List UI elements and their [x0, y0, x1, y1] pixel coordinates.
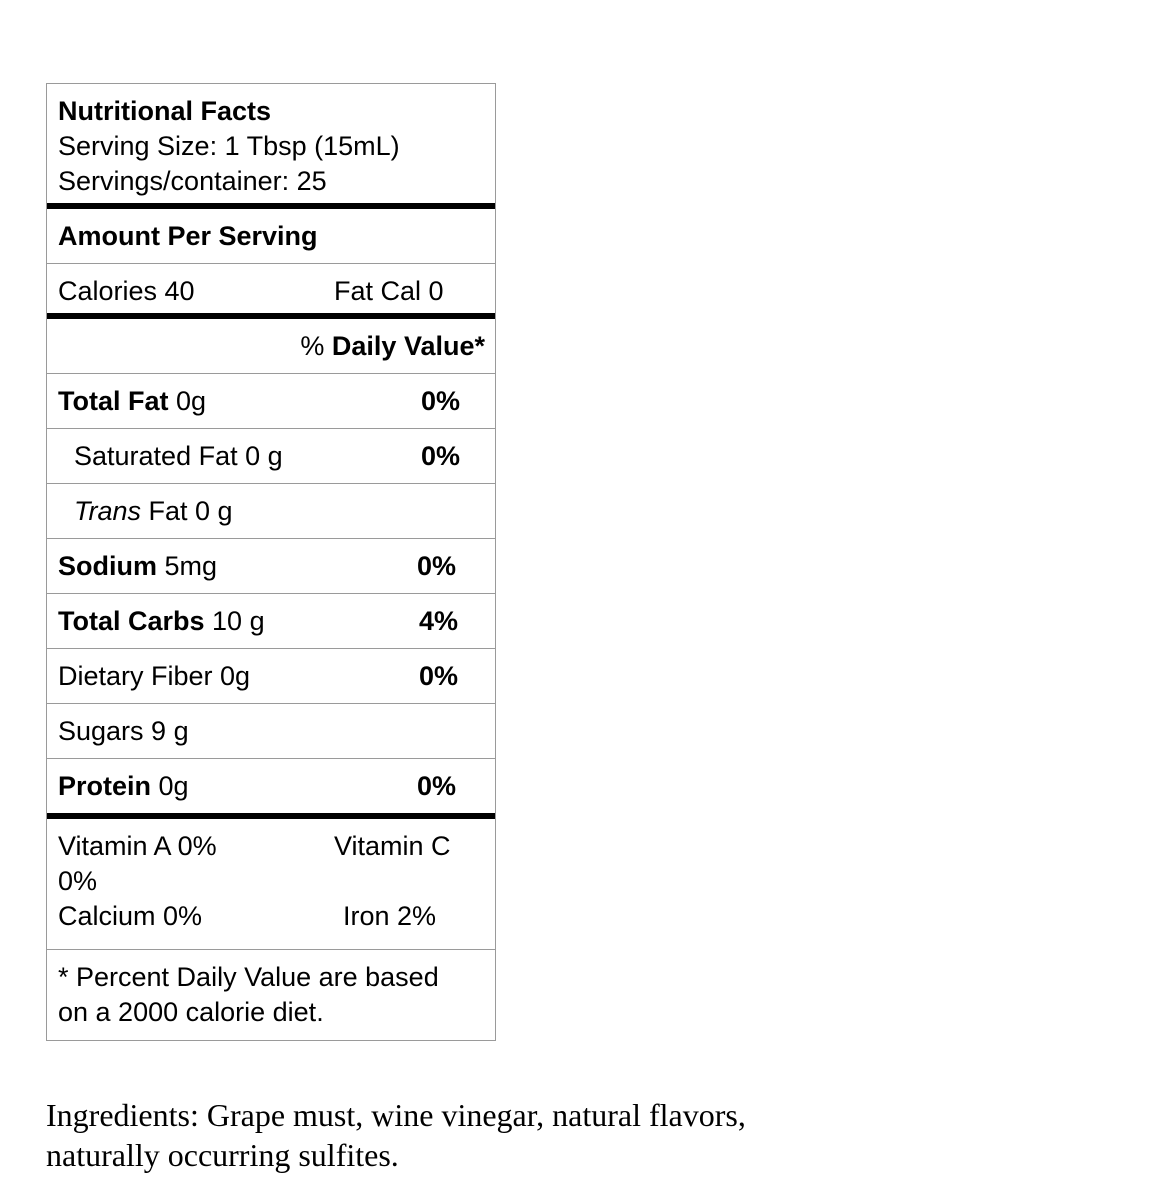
- daily-value-percent: %: [300, 331, 332, 361]
- trans-fat-label: [74, 494, 233, 529]
- dietary-fiber-label: Dietary Fiber 0g: [58, 661, 251, 691]
- label-title: Nutritional Facts: [58, 96, 272, 126]
- ingredients-line-1: Ingredients: Grape must, wine vinegar, natural flavors,: [46, 1097, 746, 1133]
- dietary-fiber-dv: 0%: [419, 661, 459, 691]
- trans-fat-rest: Fat 0 g: [141, 496, 233, 526]
- calcium: Calcium 0%: [58, 901, 203, 931]
- total-fat-name: Total Fat: [58, 386, 169, 416]
- saturated-fat-label: Saturated Fat 0 g: [74, 441, 283, 471]
- vitamin-c-value: 0%: [58, 866, 98, 896]
- footnote-line-2: on a 2000 calorie diet.: [58, 997, 324, 1027]
- footnote: [47, 950, 495, 1040]
- sodium-row: [47, 539, 495, 594]
- total-fat-row: [47, 374, 495, 429]
- protein-dv: 0%: [417, 771, 457, 801]
- protein-name: Protein: [58, 771, 152, 801]
- sugars-label: Sugars 9 g: [58, 716, 189, 746]
- vitamins-section: [47, 819, 495, 950]
- calories: Calories 40: [58, 276, 195, 306]
- total-carbs-row: [47, 594, 495, 649]
- protein-amount: 0g: [151, 771, 189, 801]
- total-carbs-label: [58, 604, 265, 639]
- label-header: [47, 84, 495, 209]
- ingredients-line-2: naturally occurring sulfites.: [46, 1137, 399, 1173]
- trans-fat-row: [47, 484, 495, 539]
- vitamin-a: Vitamin A 0%: [58, 831, 217, 861]
- daily-value-header-row: [47, 319, 495, 374]
- total-fat-label: [58, 384, 206, 419]
- servings-per-container: Servings/container: 25: [58, 166, 327, 196]
- ingredients-text: [46, 1095, 866, 1175]
- nutrition-facts-label: [46, 83, 496, 1041]
- calories-row: [47, 264, 495, 319]
- sodium-label: [58, 549, 217, 584]
- amount-per-serving: Amount Per Serving: [58, 221, 318, 251]
- total-carbs-dv: 4%: [419, 606, 459, 636]
- amount-per-serving-row: [47, 209, 495, 264]
- total-carbs-amount: 10 g: [204, 606, 265, 636]
- footnote-line-1: * Percent Daily Value are based: [58, 962, 439, 992]
- fat-calories: Fat Cal 0: [334, 276, 444, 306]
- iron: Iron 2%: [343, 901, 437, 931]
- protein-label: [58, 769, 189, 804]
- total-fat-amount: 0g: [168, 386, 207, 416]
- protein-row: [47, 759, 495, 819]
- total-carbs-name: Total Carbs: [58, 606, 205, 636]
- sodium-name: Sodium: [58, 551, 157, 581]
- total-fat-dv: 0%: [421, 386, 461, 416]
- daily-value-header: [300, 329, 485, 364]
- daily-value-label: Daily Value*: [331, 331, 485, 361]
- trans-fat-italic: Trans: [74, 496, 142, 526]
- serving-size: Serving Size: 1 Tbsp (15mL): [58, 131, 400, 161]
- sodium-amount: 5mg: [157, 551, 218, 581]
- dietary-fiber-row: [47, 649, 495, 704]
- saturated-fat-row: [47, 429, 495, 484]
- saturated-fat-dv: 0%: [421, 441, 461, 471]
- sugars-row: [47, 704, 495, 759]
- vitamin-c: Vitamin C: [334, 831, 451, 861]
- sodium-dv: 0%: [417, 551, 457, 581]
